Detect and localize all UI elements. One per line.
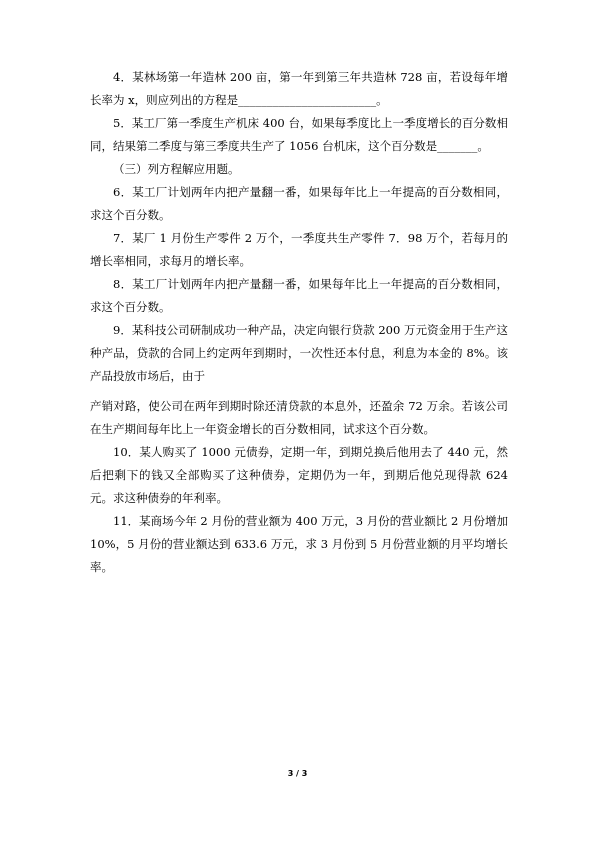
question-9-part-2: 产销对路，使公司在两年到期时除还清贷款的本息外，还盈余 72 万余。若该公司在生产期间每年比上一年资金增长的百分数相同，试求这个百分数。 xyxy=(90,399,508,436)
question-6: 6．某工厂计划两年内把产量翻一番，如果每年比上一年提高的百分数相同，求这个百分数。 xyxy=(90,185,508,222)
question-10: 10．某人购买了 1000 元债券，定期一年，到期兑换后他用去了 440 元，然后把剩下的钱又全部购买了这种债券，定期仍为一年，到期后他兑现得款 624 元。求这种债券的年利率。 xyxy=(90,445,508,505)
question-8: 8．某工厂计划两年内把产量翻一番，如果每年比上一年提高的百分数相同，求这个百分数。 xyxy=(90,277,508,314)
section-heading-3: （三）列方程解应用题。 xyxy=(113,162,240,176)
question-7: 7．某厂 1 月份生产零件 2 万个，一季度共生产零件 7．98 万个，若每月的增长率相同，求每月的增长率。 xyxy=(90,231,508,268)
question-9-part-1: 9．某科技公司研制成功一种产品，决定向银行贷款 200 万元资金用于生产这种产品，贷款的合同上约定两年到期时，一次性还本付息，利息为本金的 8%。该产品投放市场后，由于 xyxy=(90,323,508,383)
question-11: 11．某商场今年 2 月份的营业额为 400 万元，3 月份的营业额比 2 月份增加 10%，5 月份的营业额达到 633.6 万元，求 3 月份到 5 月份营业额的月平均增长率。 xyxy=(90,514,508,574)
document-body xyxy=(90,66,508,579)
question-4: 4．某林场第一年造林 200 亩，第一年到第三年共造林 728 亩，若设每年增长率为 x，则应列出的方程是________________________。 xyxy=(90,70,508,107)
page-number: 3 / 3 xyxy=(287,769,308,778)
question-5: 5．某工厂第一季度生产机床 400 台，如果每季度比上一季度增长的百分数相同，结果第二季度与第三季度共生产了 1056 台机床，这个百分数是_______。 xyxy=(90,116,508,153)
